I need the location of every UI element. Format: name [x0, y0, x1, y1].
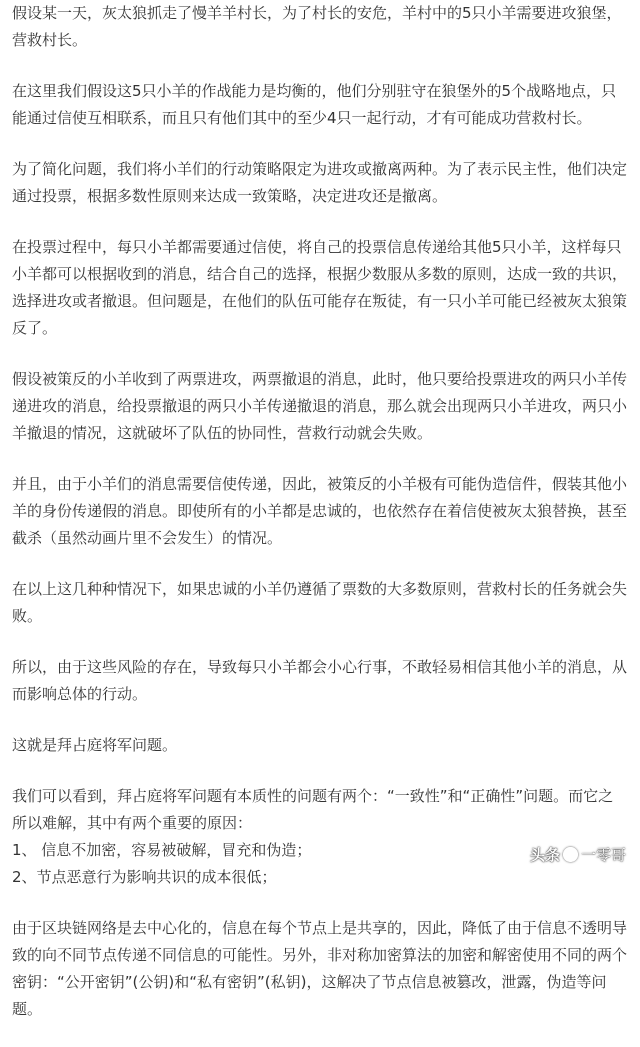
toutiao-logo: 头条 — [529, 846, 560, 864]
watermark — [530, 844, 626, 865]
paragraph: 这就是拜占庭将军问题。 — [12, 736, 178, 754]
watermark-author: 一零哥 — [580, 846, 626, 864]
list-item: 2、节点恶意行为影响共识的成本很低； — [12, 868, 277, 886]
at-icon — [563, 847, 578, 862]
paragraph: 假设被策反的小羊收到了两票进攻，两票撤退的消息，此时，他只要给投票进攻的两只小羊传递进攻的消息，给投票撤退的两只小羊传递撤退的消息，那么就会出现两只小羊进攻，两只小羊撤退的情况，这就破坏了队伍的协同性，营救行动就会失败。 — [12, 370, 628, 442]
list-item: 1、 信息不加密，容易被破解，冒充和伪造； — [12, 841, 312, 859]
paragraph: 并且，由于小羊们的消息需要信使传递，因此，被策反的小羊极有可能伪造信件，假装其他小羊的身份传递假的消息。即使所有的小羊都是忠诚的，也依然存在着信使被灰太狼替换，甚至截杀（虽然动画片里不会发生）的情况。 — [12, 475, 628, 547]
paragraph: 假设某一天，灰太狼抓走了慢羊羊村长，为了村长的安危，羊村中的5只小羊需要进攻狼堡，营救村长。 — [12, 4, 622, 49]
paragraph: 所以，由于这些风险的存在，导致每只小羊都会小心行事，不敢轻易相信其他小羊的消息，从而影响总体的行动。 — [12, 658, 628, 703]
article-body — [12, 0, 628, 1047]
intro-paragraph: 我们可以看到，拜占庭将军问题有本质性的问题有两个：“一致性”和“正确性”问题。而它之所以难解，其中有两个重要的原因： — [12, 787, 614, 832]
paragraph: 在这里我们假设这5只小羊的作战能力是均衡的，他们分别驻守在狼堡外的5个战略地点，只能通过信使互相联系，而且只有他们其中的至少4只一起行动，才有可能成功营救村长。 — [12, 82, 617, 127]
paragraph: 为了简化问题，我们将小羊们的行动策略限定为进攻或撤离两种。为了表示民主性，他们决定通过投票，根据多数性原则来达成一致策略，决定进攻还是撤离。 — [12, 160, 628, 205]
paragraph: 在以上这几种种情况下，如果忠诚的小羊仍遵循了票数的大多数原则，营救村长的任务就会失败。 — [12, 580, 628, 625]
paragraph: 在投票过程中，每只小羊都需要通过信使，将自己的投票信息传递给其他5只小羊，这样每只小羊都可以根据收到的消息，结合自己的选择，根据少数服从多数的原则，达成一致的共识，选择进攻或者撤退。但问题是，在他们的队伍可能存在叛徒，有一只小羊可能已经被灰太狼策反了。 — [12, 238, 628, 337]
last-paragraph: 由于区块链网络是去中心化的，信息在每个节点上是共享的，因此，降低了由于信息不透明导致的向不同节点传递不同信息的可能性。另外，非对称加密算法的加密和解密使用不同的两个密钥：“公开密钥”(公钥)和“私有密钥”(私钥)，这解决了节点信息被篡改，泄露，伪造等问题。 — [12, 919, 628, 1018]
